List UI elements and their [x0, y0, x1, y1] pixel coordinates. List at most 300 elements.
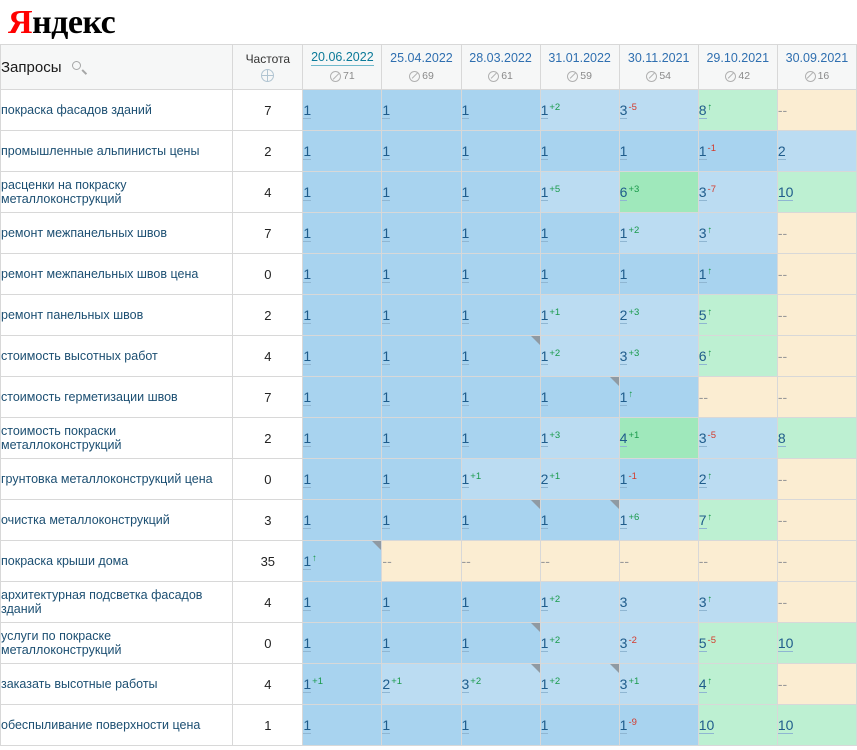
position-value[interactable]: 1	[303, 266, 312, 282]
position-value: --	[777, 512, 788, 528]
position-cell[interactable]	[382, 541, 461, 582]
position-cell[interactable]	[619, 541, 698, 582]
position-delta: ↑	[707, 225, 713, 236]
position-value[interactable]: 10	[777, 184, 794, 200]
frequency-cell: 0	[233, 254, 303, 295]
position-cell[interactable]	[619, 377, 698, 418]
position-cell[interactable]	[461, 541, 540, 582]
position-value[interactable]: 1	[382, 512, 391, 528]
no-ads-icon	[488, 71, 499, 82]
header-date-label: 29.10.2021	[706, 50, 770, 65]
position-cell[interactable]	[382, 623, 461, 664]
position-cell[interactable]	[777, 254, 856, 295]
position-cell[interactable]	[777, 336, 856, 377]
position-value[interactable]: 1	[303, 143, 312, 159]
position-cell[interactable]	[619, 459, 698, 500]
position-value[interactable]: 1	[461, 348, 470, 364]
query-cell[interactable]: ремонт межпанельных швов	[1, 213, 233, 254]
position-value[interactable]: 1	[540, 225, 549, 241]
position-value[interactable]: 1	[540, 102, 549, 118]
frequency-cell: 3	[233, 500, 303, 541]
position-cell[interactable]	[540, 623, 619, 664]
position-delta: +1	[628, 676, 640, 687]
position-cell[interactable]	[698, 623, 777, 664]
position-value[interactable]: 1	[619, 717, 628, 733]
frequency-cell: 4	[233, 172, 303, 213]
no-ads-icon	[805, 71, 816, 82]
query-cell[interactable]: покраска крыши дома	[1, 541, 233, 582]
position-value[interactable]: 10	[777, 717, 794, 733]
position-cell[interactable]	[303, 213, 382, 254]
position-cell[interactable]	[777, 705, 856, 746]
position-value[interactable]: 1	[382, 143, 391, 159]
position-value: --	[777, 307, 788, 323]
position-cell[interactable]	[461, 254, 540, 295]
position-value: --	[777, 553, 788, 569]
position-cell[interactable]	[303, 295, 382, 336]
position-cell[interactable]	[777, 418, 856, 459]
position-value[interactable]: 1	[382, 430, 391, 446]
frequency-cell: 0	[233, 459, 303, 500]
position-cell[interactable]	[777, 172, 856, 213]
position-cell[interactable]	[698, 254, 777, 295]
position-cell[interactable]	[382, 213, 461, 254]
position-value[interactable]: 1	[461, 430, 470, 446]
position-value[interactable]: 1	[303, 184, 312, 200]
position-value[interactable]: 1	[382, 307, 391, 323]
position-value[interactable]: 2	[540, 471, 549, 487]
table-row	[1, 705, 857, 746]
position-cell[interactable]	[619, 623, 698, 664]
position-cell[interactable]	[540, 664, 619, 705]
position-cell[interactable]	[382, 582, 461, 623]
position-cell[interactable]	[382, 90, 461, 131]
position-cell[interactable]	[698, 295, 777, 336]
position-cell[interactable]	[303, 377, 382, 418]
position-value[interactable]: 1	[303, 348, 312, 364]
header-frequency[interactable]	[233, 45, 303, 90]
position-value[interactable]: 1	[382, 266, 391, 282]
position-cell[interactable]	[540, 90, 619, 131]
position-value[interactable]: 1	[382, 184, 391, 200]
query-cell[interactable]: ремонт панельных швов	[1, 295, 233, 336]
position-value[interactable]: 1	[540, 184, 549, 200]
position-value[interactable]: 6	[619, 184, 628, 200]
position-delta: ↑	[707, 676, 713, 687]
position-delta: -9	[628, 717, 637, 728]
position-value[interactable]: 3	[698, 430, 707, 446]
position-cell[interactable]	[619, 172, 698, 213]
query-cell[interactable]: заказать высотные работы	[1, 664, 233, 705]
position-cell[interactable]	[540, 582, 619, 623]
position-cell[interactable]	[461, 90, 540, 131]
table-row	[1, 254, 857, 295]
position-cell[interactable]	[540, 295, 619, 336]
position-value[interactable]: 2	[777, 143, 786, 159]
position-delta: +3	[628, 307, 640, 318]
position-cell[interactable]	[619, 213, 698, 254]
position-cell[interactable]	[540, 254, 619, 295]
position-value[interactable]: 1	[540, 594, 549, 610]
position-cell[interactable]	[461, 172, 540, 213]
header-date-6[interactable]	[777, 45, 856, 90]
position-value[interactable]: 1	[382, 471, 391, 487]
position-value[interactable]: 3	[698, 184, 707, 200]
position-cell[interactable]	[382, 336, 461, 377]
query-cell[interactable]: услуги по покраске металлоконструкций	[1, 623, 233, 664]
position-delta: +2	[549, 102, 561, 113]
position-cell[interactable]	[540, 172, 619, 213]
position-cell[interactable]	[382, 295, 461, 336]
position-cell[interactable]	[777, 90, 856, 131]
position-cell[interactable]	[777, 213, 856, 254]
position-cell[interactable]	[461, 131, 540, 172]
position-cell[interactable]	[382, 664, 461, 705]
header-date-0[interactable]	[303, 45, 382, 90]
position-value[interactable]: 1	[619, 512, 628, 528]
position-cell[interactable]	[698, 131, 777, 172]
frequency-cell: 4	[233, 664, 303, 705]
position-value[interactable]: 1	[619, 471, 628, 487]
position-cell[interactable]	[698, 500, 777, 541]
position-value: --	[777, 225, 788, 241]
position-value[interactable]: 7	[698, 512, 707, 528]
position-value[interactable]: 1	[461, 717, 470, 733]
position-value[interactable]: 3	[619, 635, 628, 651]
position-cell[interactable]	[382, 500, 461, 541]
position-value[interactable]: 1	[303, 676, 312, 692]
positions-table	[0, 44, 857, 746]
position-value[interactable]: 1	[540, 307, 549, 323]
table-body	[1, 90, 857, 746]
position-cell[interactable]	[777, 582, 856, 623]
position-value[interactable]: 1	[461, 143, 470, 159]
query-cell[interactable]: расценки на покраску металлоконструкций	[1, 172, 233, 213]
position-value[interactable]: 2	[382, 676, 391, 692]
position-value[interactable]: 3	[698, 225, 707, 241]
header-date-label: 25.04.2022	[390, 50, 453, 65]
header-frequency-label: Частота	[245, 52, 291, 66]
query-cell[interactable]: покраска фасадов зданий	[1, 90, 233, 131]
position-cell[interactable]	[461, 623, 540, 664]
position-value[interactable]: 4	[698, 676, 707, 692]
position-value[interactable]: 1	[303, 430, 312, 446]
position-cell[interactable]	[540, 377, 619, 418]
position-delta: -2	[628, 635, 637, 646]
frequency-cell: 2	[233, 131, 303, 172]
position-value[interactable]: 1	[540, 512, 549, 528]
query-cell[interactable]: промышленные альпинисты цены	[1, 131, 233, 172]
position-cell[interactable]	[777, 459, 856, 500]
header-date-4[interactable]	[619, 45, 698, 90]
position-value[interactable]: 1	[619, 225, 628, 241]
position-value[interactable]: 3	[619, 102, 628, 118]
position-value[interactable]: 1	[303, 717, 312, 733]
position-cell[interactable]	[698, 90, 777, 131]
frequency-cell: 35	[233, 541, 303, 582]
position-value[interactable]: 1	[540, 348, 549, 364]
position-value[interactable]: 4	[619, 430, 628, 446]
position-cell[interactable]	[777, 295, 856, 336]
position-cell[interactable]	[777, 500, 856, 541]
position-value[interactable]: 1	[619, 389, 628, 405]
table-row	[1, 295, 857, 336]
position-value[interactable]: 2	[619, 307, 628, 323]
position-cell[interactable]	[461, 336, 540, 377]
position-cell[interactable]	[698, 377, 777, 418]
position-value[interactable]: 1	[461, 512, 470, 528]
position-value[interactable]: 1	[619, 266, 628, 282]
position-cell[interactable]	[461, 582, 540, 623]
position-delta: ↑	[707, 266, 713, 277]
position-value[interactable]: 1	[303, 471, 312, 487]
table-row	[1, 582, 857, 623]
query-cell[interactable]: очистка металлоконструкций	[1, 500, 233, 541]
position-cell[interactable]	[461, 500, 540, 541]
position-cell[interactable]	[540, 459, 619, 500]
position-cell[interactable]	[461, 459, 540, 500]
position-value[interactable]: 1	[461, 307, 470, 323]
position-cell[interactable]	[303, 664, 382, 705]
frequency-cell: 2	[233, 295, 303, 336]
query-cell[interactable]: стоимость герметизации швов	[1, 377, 233, 418]
position-cell[interactable]	[698, 336, 777, 377]
position-cell[interactable]	[461, 213, 540, 254]
position-cell[interactable]	[461, 377, 540, 418]
position-value[interactable]: 1	[461, 594, 470, 610]
position-value[interactable]: 1	[698, 143, 707, 159]
position-value[interactable]: 1	[540, 635, 549, 651]
position-delta: -5	[707, 430, 716, 441]
position-value[interactable]: 1	[540, 717, 549, 733]
position-cell[interactable]	[777, 623, 856, 664]
frequency-cell: 1	[233, 705, 303, 746]
position-cell[interactable]	[303, 254, 382, 295]
position-delta: +2	[549, 676, 561, 687]
position-cell[interactable]	[777, 541, 856, 582]
position-cell[interactable]	[382, 254, 461, 295]
position-value[interactable]: 3	[619, 348, 628, 364]
position-cell[interactable]	[619, 500, 698, 541]
position-value[interactable]: 1	[540, 430, 549, 446]
position-value[interactable]: 1	[619, 143, 628, 159]
position-value[interactable]: 1	[303, 225, 312, 241]
position-value[interactable]: 6	[698, 348, 707, 364]
position-value[interactable]: 1	[382, 594, 391, 610]
position-cell[interactable]	[303, 172, 382, 213]
position-cell[interactable]	[382, 418, 461, 459]
position-delta: +3	[628, 184, 640, 195]
position-cell[interactable]	[619, 295, 698, 336]
position-delta: -1	[707, 143, 716, 154]
position-cell[interactable]	[461, 705, 540, 746]
position-cell[interactable]	[540, 418, 619, 459]
position-value[interactable]: 5	[698, 635, 707, 651]
position-cell[interactable]	[619, 705, 698, 746]
position-value[interactable]: 1	[540, 143, 549, 159]
position-cell[interactable]	[303, 131, 382, 172]
position-cell[interactable]	[303, 90, 382, 131]
position-value[interactable]: 1	[540, 389, 549, 405]
position-cell[interactable]	[698, 172, 777, 213]
position-value[interactable]: 1	[303, 553, 312, 569]
position-value: --	[777, 389, 788, 405]
position-value[interactable]: 2	[698, 471, 707, 487]
header-date-1[interactable]	[382, 45, 461, 90]
position-cell[interactable]	[540, 213, 619, 254]
position-cell[interactable]	[303, 500, 382, 541]
position-delta: ↑	[707, 512, 713, 523]
position-delta: ↑	[707, 471, 713, 482]
position-cell[interactable]	[619, 131, 698, 172]
no-ads-icon	[725, 71, 736, 82]
query-cell[interactable]: архитектурная подсветка фасадов зданий	[1, 582, 233, 623]
position-value[interactable]: 10	[698, 717, 715, 733]
position-value[interactable]: 3	[619, 594, 628, 610]
position-value[interactable]: 1	[461, 102, 470, 118]
table-row	[1, 459, 857, 500]
position-value[interactable]: 5	[698, 307, 707, 323]
position-cell[interactable]	[698, 664, 777, 705]
position-cell[interactable]	[619, 336, 698, 377]
position-cell[interactable]	[698, 213, 777, 254]
position-value[interactable]: 1	[303, 307, 312, 323]
position-cell[interactable]	[777, 131, 856, 172]
position-value[interactable]: 1	[382, 225, 391, 241]
position-cell[interactable]	[303, 336, 382, 377]
position-value[interactable]: 1	[382, 389, 391, 405]
position-cell[interactable]	[303, 705, 382, 746]
position-cell[interactable]	[698, 705, 777, 746]
position-cell[interactable]	[461, 295, 540, 336]
position-cell[interactable]	[303, 623, 382, 664]
position-value[interactable]: 1	[303, 512, 312, 528]
query-cell[interactable]: стоимость высотных работ	[1, 336, 233, 377]
position-value[interactable]: 1	[303, 102, 312, 118]
position-value[interactable]: 1	[382, 635, 391, 651]
position-cell[interactable]	[540, 705, 619, 746]
position-cell[interactable]	[303, 418, 382, 459]
position-value[interactable]: 1	[382, 348, 391, 364]
position-value[interactable]: 3	[698, 594, 707, 610]
table-row	[1, 213, 857, 254]
query-cell[interactable]: стоимость покраски металлоконструкций	[1, 418, 233, 459]
table-row	[1, 418, 857, 459]
position-cell[interactable]	[619, 254, 698, 295]
header-date-label: 28.03.2022	[469, 50, 532, 65]
position-delta: ↑	[707, 594, 713, 605]
position-value[interactable]: 1	[382, 102, 391, 118]
position-cell[interactable]	[461, 418, 540, 459]
no-ads-icon	[330, 71, 341, 82]
position-value[interactable]: 10	[777, 635, 794, 651]
position-delta: -1	[628, 471, 637, 482]
position-value: --	[698, 553, 709, 569]
position-cell[interactable]	[540, 500, 619, 541]
position-value[interactable]: 1	[461, 389, 470, 405]
header-date-2[interactable]	[461, 45, 540, 90]
position-value[interactable]: 1	[461, 635, 470, 651]
frequency-cell: 7	[233, 90, 303, 131]
query-cell[interactable]: ремонт межпанельных швов цена	[1, 254, 233, 295]
position-value[interactable]: 1	[303, 389, 312, 405]
header-date-count: 69	[422, 69, 434, 82]
position-cell[interactable]	[540, 336, 619, 377]
position-delta: -5	[707, 635, 716, 646]
position-value[interactable]: 1	[461, 471, 470, 487]
position-cell[interactable]	[382, 377, 461, 418]
position-cell[interactable]	[540, 541, 619, 582]
position-cell[interactable]	[382, 459, 461, 500]
header-queries[interactable]	[1, 45, 233, 90]
position-cell[interactable]	[382, 705, 461, 746]
table-row	[1, 377, 857, 418]
position-value: --	[777, 266, 788, 282]
header-date-5[interactable]	[698, 45, 777, 90]
yandex-logo[interactable]	[8, 4, 115, 42]
position-cell[interactable]	[777, 664, 856, 705]
position-value[interactable]: 1	[540, 676, 549, 692]
table-row	[1, 172, 857, 213]
position-cell[interactable]	[303, 582, 382, 623]
position-value[interactable]: 1	[540, 266, 549, 282]
position-cell[interactable]	[698, 459, 777, 500]
position-cell[interactable]	[382, 172, 461, 213]
position-cell[interactable]	[540, 131, 619, 172]
query-cell[interactable]: обеспыливание поверхности цена	[1, 705, 233, 746]
position-cell[interactable]	[777, 377, 856, 418]
query-cell[interactable]: грунтовка металлоконструкций цена	[1, 459, 233, 500]
position-value[interactable]: 3	[461, 676, 470, 692]
position-value[interactable]: 3	[619, 676, 628, 692]
position-value[interactable]: 1	[461, 225, 470, 241]
header-date-3[interactable]	[540, 45, 619, 90]
position-delta: +1	[549, 471, 561, 482]
position-delta: ↑	[628, 389, 634, 400]
position-cell[interactable]	[382, 131, 461, 172]
position-cell[interactable]	[619, 90, 698, 131]
position-cell[interactable]	[303, 459, 382, 500]
position-cell[interactable]	[698, 418, 777, 459]
position-cell[interactable]	[698, 541, 777, 582]
position-value[interactable]: 1	[461, 266, 470, 282]
position-cell[interactable]	[303, 541, 382, 582]
position-value[interactable]: 1	[698, 266, 707, 282]
position-cell[interactable]	[698, 582, 777, 623]
position-value[interactable]: 1	[382, 717, 391, 733]
position-cell[interactable]	[461, 664, 540, 705]
table-row	[1, 664, 857, 705]
position-delta: -7	[707, 184, 716, 195]
position-delta: +1	[549, 307, 561, 318]
position-value[interactable]: 8	[777, 430, 786, 446]
position-cell[interactable]	[619, 582, 698, 623]
position-value: --	[540, 553, 550, 569]
table-row	[1, 336, 857, 377]
position-cell[interactable]	[619, 664, 698, 705]
no-ads-icon	[409, 71, 420, 82]
position-value: --	[382, 553, 392, 569]
position-cell[interactable]	[619, 418, 698, 459]
position-value[interactable]: 8	[698, 102, 707, 118]
position-value[interactable]: 1	[461, 184, 470, 200]
table-row	[1, 623, 857, 664]
position-delta: ↑	[707, 348, 713, 359]
position-value[interactable]: 1	[303, 594, 312, 610]
search-icon[interactable]	[72, 61, 85, 74]
position-delta: ↑	[312, 553, 317, 564]
position-value[interactable]: 1	[303, 635, 312, 651]
